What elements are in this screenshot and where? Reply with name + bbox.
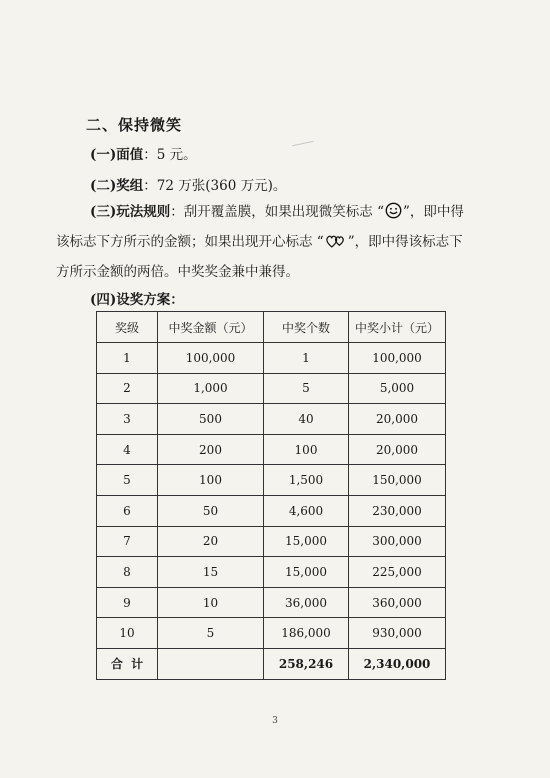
paper-mark [292, 141, 314, 147]
table-cell: 5 [158, 618, 264, 649]
table-row [97, 465, 446, 496]
table-cell: 20 [158, 526, 264, 557]
table-cell: 15,000 [264, 557, 349, 588]
table-cell: 10 [97, 618, 158, 649]
table-cell: 15 [158, 557, 264, 588]
table-cell: 36,000 [264, 587, 349, 618]
table-cell: 4,600 [264, 495, 349, 526]
scheme-line: (四)设奖方案： [90, 292, 184, 308]
table-cell: 1 [97, 343, 158, 374]
table-row [97, 404, 446, 435]
table-cell: 930,000 [349, 618, 446, 649]
table-row [97, 587, 446, 618]
prize-group-text: ：72 万张(360 万元)。 [143, 178, 287, 194]
header-count: 中奖个数 [264, 312, 349, 343]
table-cell: 200 [158, 434, 264, 465]
face-value-label: (一)面值 [90, 147, 144, 163]
table-row [97, 526, 446, 557]
table-cell: 6 [97, 495, 158, 526]
table-cell: 100,000 [158, 343, 264, 374]
table-row [97, 343, 446, 374]
table-cell: 1,000 [158, 373, 264, 404]
table-cell: 40 [264, 404, 349, 435]
table-cell: 4 [97, 434, 158, 465]
table-row [97, 434, 446, 465]
total-count: 258,246 [264, 648, 349, 679]
section-title: 二、保持微笑 [86, 116, 183, 134]
header-amount: 中奖金额（元） [158, 312, 264, 343]
table-cell: 5 [264, 373, 349, 404]
prize-table [96, 311, 446, 680]
table-cell: 5 [97, 465, 158, 496]
table-cell: 100 [264, 434, 349, 465]
table-cell: 186,000 [264, 618, 349, 649]
table-cell: 10 [158, 587, 264, 618]
rules-text-c: ”，即中得该标志下方所示金额的两倍。中奖奖金兼中兼得。 [56, 234, 463, 280]
scheme-label: (四)设奖方案 [90, 292, 171, 308]
table-cell: 20,000 [349, 404, 446, 435]
table-cell: 8 [97, 557, 158, 588]
table-cell: 150,000 [349, 465, 446, 496]
table-cell: 3 [97, 404, 158, 435]
table-cell: 360,000 [349, 587, 446, 618]
table-row [97, 495, 446, 526]
table-row [97, 557, 446, 588]
table-cell: 225,000 [349, 557, 446, 588]
smiley-face-icon [385, 202, 402, 229]
table-cell: 1 [264, 343, 349, 374]
table-cell: 1,500 [264, 465, 349, 496]
total-label: 合 计 [97, 648, 158, 679]
table-cell: 9 [97, 587, 158, 618]
table-row [97, 373, 446, 404]
prize-group-label: (二)奖组 [90, 178, 144, 194]
header-level: 奖级 [97, 312, 158, 343]
face-value-text: ：5 元。 [143, 147, 197, 163]
table-row [97, 618, 446, 649]
rules-paragraph [56, 199, 476, 286]
table-cell: 300,000 [349, 526, 446, 557]
face-value-line [90, 143, 197, 163]
table-cell: 100,000 [349, 343, 446, 374]
prize-group-line [90, 174, 286, 194]
table-cell: 50 [158, 495, 264, 526]
header-subtotal: 中奖小计（元） [349, 312, 446, 343]
rules-label: (三)玩法规则 [90, 204, 171, 220]
table-total-row [97, 648, 446, 679]
table-cell: 7 [97, 526, 158, 557]
table-cell: 100 [158, 465, 264, 496]
table-cell: 2 [97, 373, 158, 404]
total-empty-cell [158, 648, 264, 679]
double-heart-icon [325, 232, 347, 259]
table-cell: 500 [158, 404, 264, 435]
table-cell: 5,000 [349, 373, 446, 404]
table-cell: 230,000 [349, 495, 446, 526]
rules-text-a: ：刮开覆盖膜，如果出现微笑标志 “ [170, 204, 384, 220]
page-number: 3 [272, 716, 278, 726]
table-cell: 15,000 [264, 526, 349, 557]
table-cell: 20,000 [349, 434, 446, 465]
total-amount: 2,340,000 [349, 648, 446, 679]
table-header-row [97, 312, 446, 343]
rules-text-b: ”，即中得该标志下方所示的金额；如果出现开心标志 “ [56, 204, 464, 250]
